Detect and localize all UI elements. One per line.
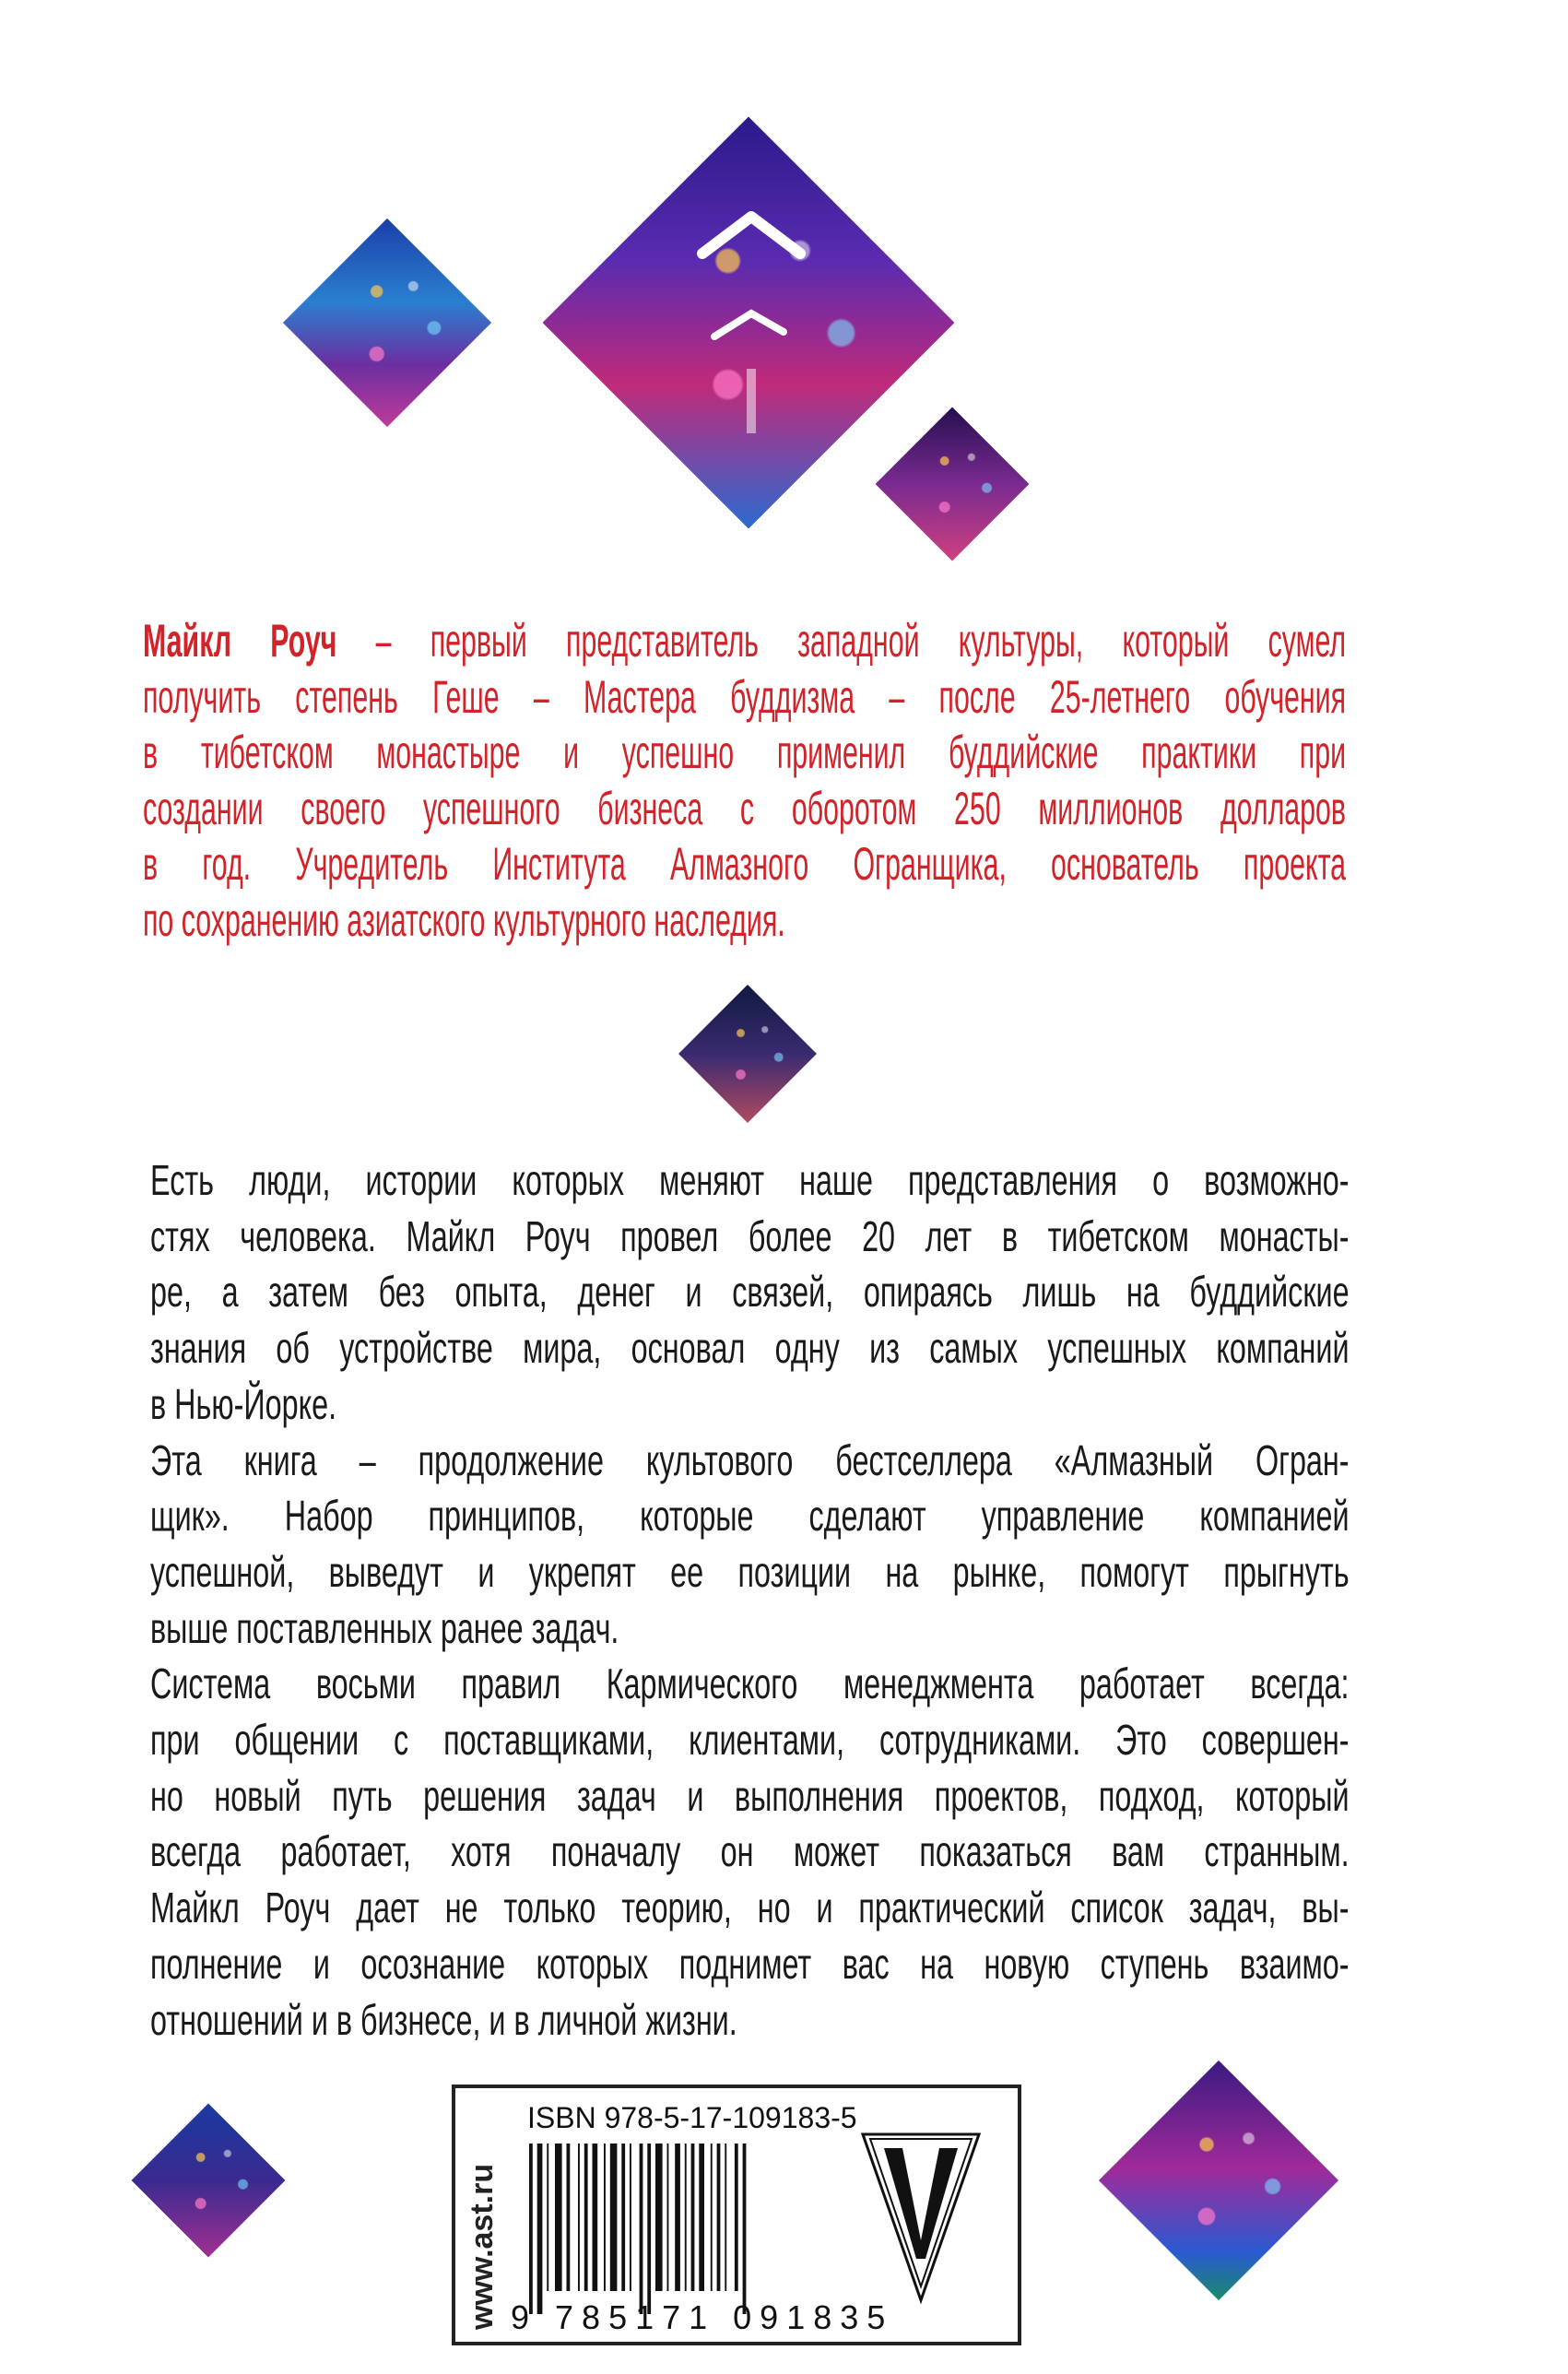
- book-description: [150, 1152, 1350, 2048]
- author-bio: [143, 613, 1346, 948]
- bio-line: в год. Учредитель Института Алмазного Огранщика, основатель проекта: [143, 838, 1347, 890]
- barcode-bar: [604, 2144, 606, 2291]
- barcode-bar: [691, 2144, 695, 2291]
- glowing-chevron-icon: [682, 184, 820, 443]
- description-line: но новый путь решения задач и выполнения проектов, подход, который: [150, 1771, 1350, 1820]
- description-line: выше поставленных ранее задач.: [150, 1603, 619, 1652]
- decorative-diamond-image: [132, 2104, 286, 2258]
- barcode-bar: [621, 2144, 625, 2291]
- barcode-bar: [711, 2144, 713, 2291]
- barcode-bar: [547, 2144, 548, 2291]
- barcode-bar: [529, 2144, 533, 2314]
- barcode-bar: [655, 2144, 663, 2291]
- description-line: при общении с поставщиками, клиентами, сотрудниками. Это совершен-: [150, 1716, 1350, 1765]
- barcode-bar: [610, 2144, 618, 2291]
- barcode-bar: [647, 2144, 651, 2314]
- description-line: Эта книга – продолжение культового бестселлера «Алмазный Огран-: [150, 1435, 1350, 1484]
- description-line: успешной, выведут и укрепят ее позиции на рынке, помогут прыгнуть: [150, 1547, 1350, 1596]
- decorative-diamond-image: [876, 407, 1030, 561]
- bio-line: – первый представитель западной культуры, который сумел: [336, 615, 1347, 667]
- barcode-bar: [699, 2144, 704, 2291]
- ean-digits: 9 785171 091835: [511, 2298, 894, 2336]
- description-line: Майкл Роуч дает не только теорию, но и практический список задач, вы-: [150, 1884, 1350, 1932]
- description-line: ре, а затем без опыта, денег и связей, опираясь лишь на буддийские: [150, 1268, 1350, 1317]
- barcode-bar: [735, 2144, 738, 2291]
- barcode-bar: [667, 2144, 669, 2291]
- barcode-bar: [630, 2144, 631, 2291]
- publisher-logo-icon: [861, 2130, 981, 2305]
- barcode-bar: [717, 2144, 721, 2291]
- bio-line: получить степень Геше – Мастера буддизма – после 25-летнего обучения: [143, 670, 1347, 723]
- description-line: всегда работает, хотя поначалу он может показаться вам странным.: [150, 1827, 1350, 1876]
- barcode-bar: [584, 2144, 588, 2291]
- description-line: щик». Набор принципов, которые сделают управление компанией: [150, 1492, 1350, 1541]
- barcode-bar: [537, 2144, 543, 2314]
- bio-line: по сохранению азиатского культурного наследия.: [143, 893, 785, 946]
- description-line: полнение и осознание которых поднимет вас на новую ступень взаимо-: [150, 1939, 1350, 1988]
- barcode-bar: [743, 2144, 747, 2314]
- publisher-url: www.ast.ru: [465, 2163, 500, 2330]
- barcode-bar: [685, 2144, 687, 2291]
- decorative-diamond-image: [283, 219, 491, 427]
- bio-line: создании своего успешного бизнеса с оборотом 250 миллионов долларов: [143, 782, 1347, 834]
- author-name: Майкл Роуч: [143, 615, 337, 667]
- barcode-bars: [529, 2144, 843, 2319]
- barcode-bar: [640, 2144, 643, 2314]
- barcode-bar: [567, 2144, 571, 2291]
- description-line: Система восьми правил Кармического менеджмента работает всегда:: [150, 1659, 1350, 1708]
- isbn-text: ISBN 978-5-17-109183-5: [527, 2101, 857, 2134]
- description-line: отношений и в бизнесе, и в личной жизни.: [150, 1995, 737, 2044]
- decorative-diamond-image: [1099, 2061, 1338, 2300]
- barcode-bar: [555, 2144, 562, 2291]
- barcode-bar: [578, 2144, 580, 2291]
- description-line: знания об устройстве мира, основал одну из самых успешных компаний: [150, 1324, 1350, 1373]
- barcode-bar: [593, 2144, 598, 2291]
- bio-line: в тибетском монастыре и успешно применил буддийские практики при: [143, 726, 1347, 778]
- description-line: в Нью-Йорке.: [150, 1379, 337, 1428]
- description-line: стях человека. Майкл Роуч провел более 20 лет в тибетском монасты-: [150, 1211, 1350, 1260]
- barcode-bar: [725, 2144, 726, 2291]
- description-line: Есть люди, истории которых меняют наше представления о возможно-: [150, 1156, 1350, 1204]
- decorative-diamond-image: [678, 985, 817, 1123]
- barcode-bar: [675, 2144, 680, 2291]
- barcode-box: [452, 2085, 1021, 2345]
